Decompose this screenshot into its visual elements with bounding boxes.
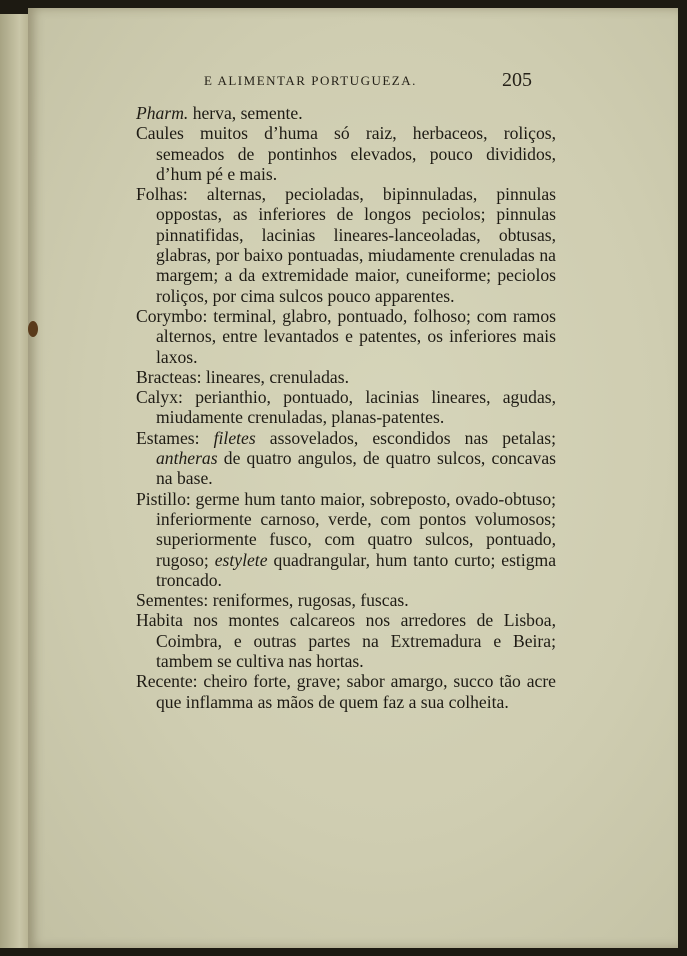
- italic-term: filetes: [213, 427, 256, 448]
- description-entry: [136, 590, 556, 610]
- italic-term: estylete: [214, 549, 268, 570]
- entry-text: quadrangular, hum tanto curto; estigma troncado.: [156, 549, 557, 590]
- description-entry: [136, 367, 556, 387]
- entry-text: assovelados, escondidos nas petalas;: [255, 427, 556, 448]
- entry-text: Sementes: reniformes, rugosas, fuscas.: [136, 590, 409, 611]
- entry-text: Folhas: alternas, pecioladas, bipinnuladas, pinnulas oppostas, as inferiores de longos peciolos; pinnulas pinnatifidas, lacinias lineares-lanceoladas, obtusas, glabras, por baixo pontuadas, miudamente crenuladas na margem; a da extremidade maior, cuneiforme; peciolos roliços, por cima sulcos pouco apparentes.: [136, 184, 556, 306]
- entry-text: Estames:: [136, 427, 214, 448]
- book-page: [28, 8, 678, 948]
- running-head: E ALIMENTAR PORTUGUEZA.: [204, 73, 417, 88]
- entry-text: Corymbo: terminal, glabro, pontuado, folhoso; com ramos alternos, entre levantados e patentes, os inferiores mais laxos.: [136, 305, 556, 367]
- entry-text: Caules muitos d’huma só raiz, herbaceos, roliços, semeados de pontinhos elevados, pouco divididos, d’hum pé e mais.: [136, 123, 556, 184]
- entry-text: de quatro angulos, de quatro sulcos, concavas na base.: [156, 448, 556, 489]
- entry-text: Bracteas: lineares, crenuladas.: [136, 366, 349, 387]
- entry-text: Calyx: perianthio, pontuado, lacinias lineares, agudas, miudamente crenuladas, planas-patentes.: [136, 387, 556, 428]
- body-text: [136, 103, 556, 712]
- italic-term: antheras: [156, 448, 218, 469]
- description-entry: [136, 184, 556, 306]
- entry-text: Recente: cheiro forte, grave; sabor amargo, succo tão acre que inflamma as mãos de quem faz a sua colheita.: [136, 671, 556, 712]
- page-header: [28, 71, 678, 93]
- entry-text: herva, semente.: [188, 103, 303, 123]
- left-page-edge: [0, 14, 29, 948]
- description-entry: [136, 103, 556, 123]
- binding-stain: [28, 321, 38, 337]
- description-entry: [136, 489, 556, 590]
- description-entry: [136, 306, 556, 367]
- description-entry: [136, 387, 556, 428]
- italic-term: Pharm.: [136, 103, 189, 123]
- description-entry: [136, 123, 556, 184]
- description-entry: [136, 428, 556, 489]
- page-number: 205: [502, 69, 532, 91]
- entry-text: Pistillo: germe hum tanto maior, sobreposto, ovado-obtuso; inferiormente carnoso, verde, com pontos volumosos; superiormente fusco, com quatro sulcos, pontuado, rugoso;: [136, 488, 556, 570]
- description-entry: [136, 671, 556, 712]
- description-entry: [136, 610, 556, 671]
- entry-text: Habita nos montes calcareos nos arredores de Lisboa, Coimbra, e outras partes na Extremadura e Beira; tambem se cultiva nas hortas.: [136, 610, 556, 672]
